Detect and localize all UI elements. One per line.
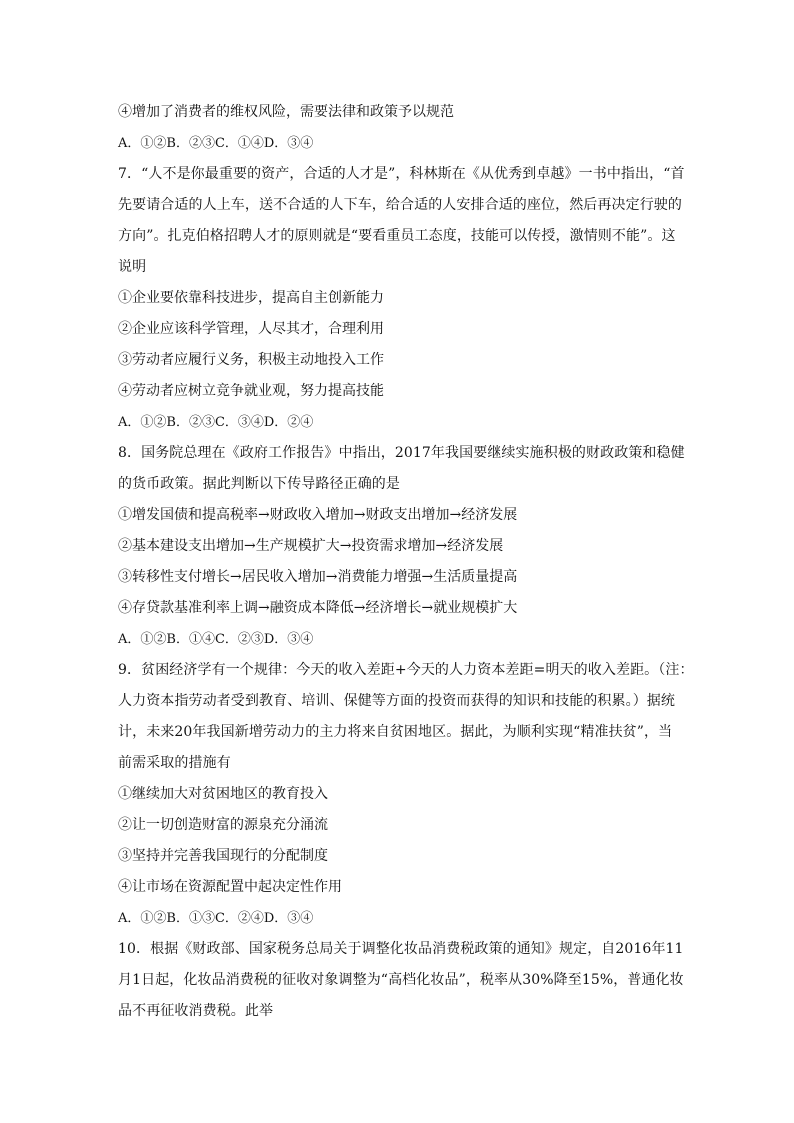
q7-stem-line: 方向”。扎克伯格招聘人才的原则就是“要看重员工态度，技能可以传授，激情则不能”。这 — [118, 228, 676, 244]
q7-answer-options: A．①②B．②③C．③④D．②④ — [118, 415, 314, 430]
q7-stem — [118, 159, 685, 283]
q8-stem-line: 的货币政策。据此判断以下传导路径正确的是 — [118, 476, 400, 492]
q9-item-3: ③坚持并完善我国现行的分配制度 — [118, 848, 328, 864]
q7-stem-line: 7．“人不是你最重要的资产，合适的人才是”，科林斯在《从优秀到卓越》一书中指出，“首 — [118, 166, 685, 182]
q7-stem-line: 先要请合适的人上车，送不合适的人下车，给合适的人安排合适的座位，然后再决定行驶的 — [118, 197, 682, 213]
document-page — [118, 97, 694, 1027]
q8-stem-line: 8．国务院总理在《政府工作报告》中指出，2017年我国要继续实施积极的财政政策和稳健 — [118, 445, 685, 461]
q9-stem-line: 人力资本指劳动者受到教育、培训、保健等方面的投资而获得的知识和技能的积累。）据统 — [118, 693, 675, 709]
q10-stem-line: 品不再征收消费税。此举 — [118, 1003, 274, 1019]
q8-item-3: ③转移性支付增长→居民收入增加→消费能力增强→生活质量提高 — [118, 569, 518, 585]
q8-answer-options: A．①②B．①④C．②③D．③④ — [118, 632, 314, 647]
q6-answer-options: A．①②B．②③C．①④D．③④ — [118, 136, 314, 151]
q10-stem-line: 10．根据《财政部、国家税务总局关于调整化妆品消费税政策的通知》规定，自2016年11 — [118, 941, 684, 957]
q7-item-2: ②企业应该科学管理，人尽其才，合理利用 — [118, 321, 384, 337]
q6-item-4: ④增加了消费者的维权风险，需要法律和政策予以规范 — [118, 104, 454, 120]
q9-stem — [118, 655, 694, 779]
q9-answer-options: A．①②B．①③C．②④D．③④ — [118, 911, 314, 926]
q8-item-4: ④存贷款基准利率上调→融资成本降低→经济增长→就业规模扩大 — [118, 600, 518, 616]
q9-item-4: ④让市场在资源配置中起决定性作用 — [118, 879, 342, 895]
q7-stem-line: 说明 — [118, 259, 147, 275]
q9-item-1: ①继续加大对贫困地区的教育投入 — [118, 786, 328, 802]
q7-item-4: ④劳动者应树立竞争就业观，努力提高技能 — [118, 383, 384, 399]
q7-item-1: ①企业要依靠科技进步，提高自主创新能力 — [118, 290, 384, 306]
q10-stem-line: 月1日起，化妆品消费税的征收对象调整为“高档化妆品”，税率从30%降至15%，普通化妆 — [118, 972, 684, 988]
q9-stem-line: 前需采取的措施有 — [118, 755, 231, 771]
q8-item-2: ②基本建设支出增加→生产规模扩大→投资需求增加→经济发展 — [118, 538, 504, 554]
q7-item-3: ③劳动者应履行义务，积极主动地投入工作 — [118, 352, 384, 368]
q8-stem — [118, 438, 685, 500]
q9-stem-line: 9．贫困经济学有一个规律：今天的收入差距+今天的人力资本差距=明天的收入差距。（注： — [118, 662, 694, 678]
q8-item-1: ①增发国债和提高税率→财政收入增加→财政支出增加→经济发展 — [118, 507, 518, 523]
q10-stem — [118, 934, 684, 1027]
q9-item-2: ②让一切创造财富的源泉充分涌流 — [118, 817, 328, 833]
q9-stem-line: 计，未来20年我国新增劳动力的主力将来自贫困地区。据此，为顺利实现“精准扶贫”，当 — [118, 724, 673, 740]
